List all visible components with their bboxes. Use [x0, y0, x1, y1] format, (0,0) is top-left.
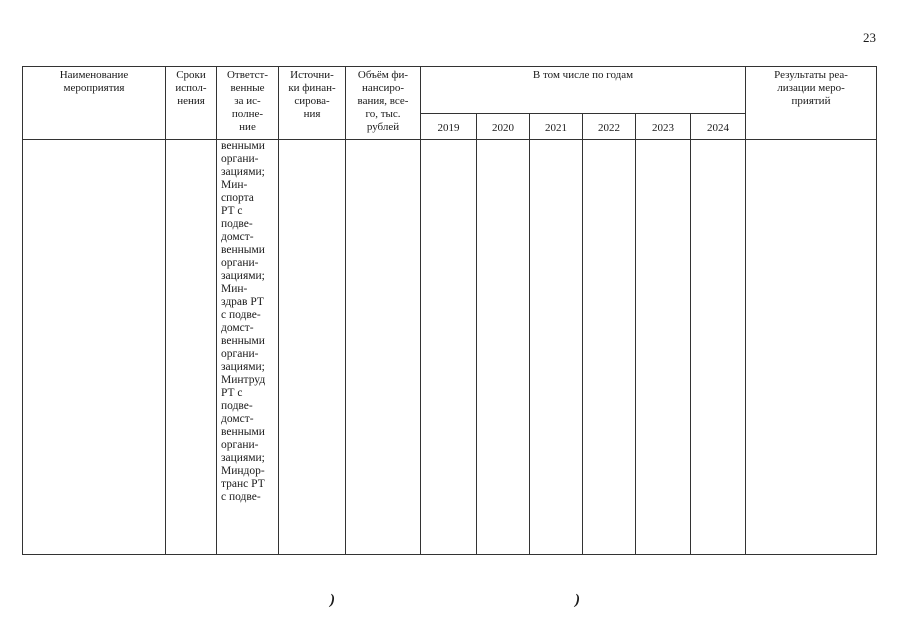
- left-mark: ): [330, 592, 335, 608]
- responsible-line: здрав РТ: [221, 296, 264, 308]
- responsible-line: венными: [221, 335, 265, 347]
- header-terms: Сроки испол- нения: [166, 67, 217, 140]
- header-volume: Объём фи- нансиро- вания, все- го, тыс. рублей: [346, 67, 421, 140]
- responsible-line: органи-: [221, 348, 259, 360]
- responsible-line: РТ с: [221, 205, 243, 217]
- header-year-2024: 2024: [691, 114, 746, 140]
- header-year-2020: 2020: [477, 114, 530, 140]
- responsible-line: домст-: [221, 322, 254, 334]
- responsible-line: подве-: [221, 400, 253, 412]
- responsible-line: домст-: [221, 413, 254, 425]
- cell-year-2023: [636, 140, 691, 555]
- responsible-line: венными: [221, 244, 265, 256]
- cell-year-2022: [583, 140, 636, 555]
- responsible-line: с подве-: [221, 309, 261, 321]
- header-results: Результаты реа- лизации меро- приятий: [746, 67, 877, 140]
- cell-name: [23, 140, 166, 555]
- responsible-line: венными: [221, 426, 265, 438]
- cell-year-2021: [530, 140, 583, 555]
- header-sources: Источни- ки финан- сирова- ния: [279, 67, 346, 140]
- page-number: 23: [863, 30, 876, 45]
- responsible-line: Минтруд: [221, 374, 266, 386]
- cell-volume: [346, 140, 421, 555]
- responsible-line: спорта: [221, 192, 254, 204]
- cell-year-2019: [421, 140, 477, 555]
- cell-year-2020: [477, 140, 530, 555]
- responsible-line: зациями;: [221, 452, 265, 464]
- responsible-line: РТ с: [221, 387, 243, 399]
- responsible-line: венными: [221, 140, 265, 152]
- header-year-2023: 2023: [636, 114, 691, 140]
- cell-results: [746, 140, 877, 555]
- responsible-line: органи-: [221, 439, 259, 451]
- cell-terms: [166, 140, 217, 555]
- cell-responsible: [217, 140, 279, 555]
- header-year-2019: 2019: [421, 114, 477, 140]
- responsible-line: органи-: [221, 257, 259, 269]
- responsible-line: зациями;: [221, 270, 265, 282]
- header-year-2021: 2021: [530, 114, 583, 140]
- header-year-2022: 2022: [583, 114, 636, 140]
- responsible-line: Мин-: [221, 179, 248, 191]
- cell-sources: [279, 140, 346, 555]
- right-mark: ): [575, 592, 580, 608]
- responsible-line: транс РТ: [221, 478, 265, 490]
- table-row: [23, 140, 877, 555]
- activities-table: [22, 66, 877, 555]
- responsible-line: Мин-: [221, 283, 248, 295]
- header-name: Наименование мероприятия: [23, 67, 166, 140]
- responsible-line: зациями;: [221, 166, 265, 178]
- header-years-group: В том числе по годам: [421, 67, 746, 114]
- responsible-line: органи-: [221, 153, 259, 165]
- header-responsible: Ответст- венные за ис- полне- ние: [217, 67, 279, 140]
- cell-year-2024: [691, 140, 746, 555]
- responsible-line: домст-: [221, 231, 254, 243]
- responsible-line: подве-: [221, 218, 253, 230]
- responsible-line: с подве-: [221, 491, 261, 503]
- responsible-line: Миндор-: [221, 465, 265, 477]
- responsible-line: зациями;: [221, 361, 265, 373]
